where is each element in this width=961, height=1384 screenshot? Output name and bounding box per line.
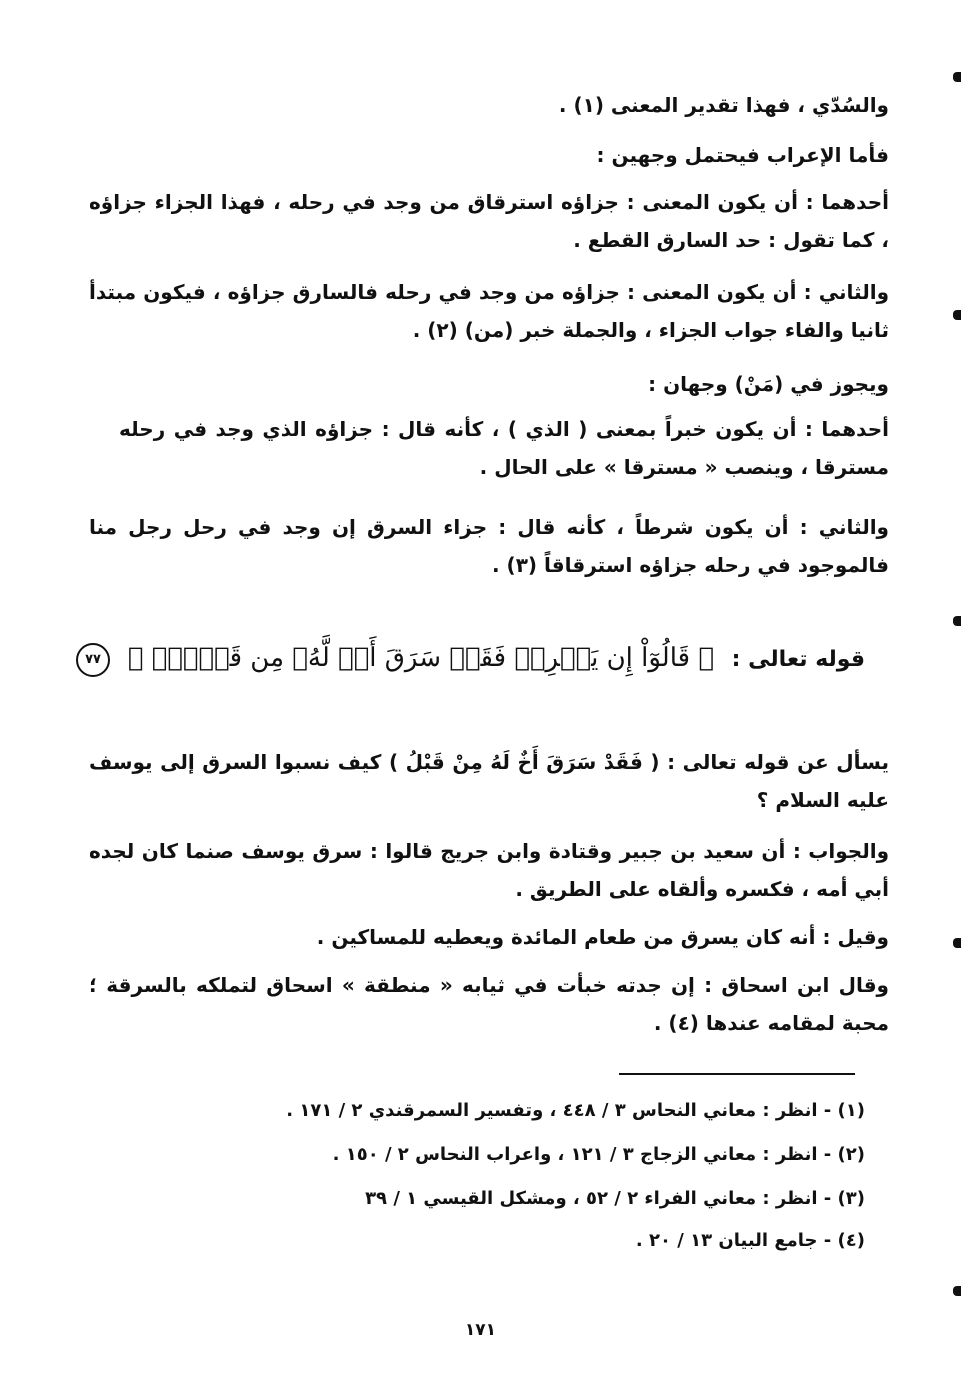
paragraph-5: ويجوز في (مَنْ) وجهان :: [648, 372, 889, 396]
paragraph-4: والثاني : أن يكون المعنى : جزاؤه من وجد في رحله فالسارق جزاؤه ، فيكون مبتدأ ثانيا والفاء جواب الجزاء ، والجملة خبر (من) (٢) .: [89, 280, 889, 342]
margin-mark-icon: [953, 72, 961, 82]
paragraph-7: والثاني : أن يكون شرطاً ، كأنه قال : جزاء السرق إن وجد في رحل رجل منا فالموجود في رحله جزاؤه استرقاقاً (٣) .: [89, 515, 889, 577]
footnote-4: (٤) - جامع البيان ١٣ / ٢٠ .: [635, 1230, 865, 1251]
margin-mark-icon: [953, 1286, 961, 1296]
margin-mark-icon: [953, 616, 961, 626]
footnote-1: (١) - انظر : معاني النحاس ٣ / ٤٤٨ ، وتفسير السمرقندي ٢ / ١٧١ .: [286, 1100, 865, 1121]
verse-line: [75, 636, 865, 682]
ayah-number-mark: ٧٧: [76, 643, 110, 677]
footnote-2: (٢) - انظر : معاني الزجاج ٣ / ١٢١ ، واعراب النحاس ٢ / ١٥٠ .: [332, 1144, 865, 1165]
verse-intro: قوله تعالى :: [731, 647, 865, 672]
page-number: ١٧١: [464, 1320, 497, 1340]
margin-mark-icon: [953, 938, 961, 948]
paragraph-6: أحدهما : أن يكون خبراً بمعنى ( الذي ) ، كأنه قال : جزاؤه الذي وجد في رحله مسترقا ، وينصب « مسترقا » على الحال .: [119, 417, 889, 479]
footnote-separator: [619, 1073, 855, 1075]
paragraph-9: والجواب : أن سعيد بن جبير وقتادة وابن جريج قالوا : سرق يوسف صنما كان لجده أبي أمه ، فكسره وألقاه على الطريق .: [89, 839, 889, 901]
paragraph-1: والسُدّي ، فهذا تقدير المعنى (١) .: [558, 93, 889, 117]
margin-mark-icon: [953, 310, 961, 320]
quran-verse: ﴿ قَالُوٓاْ إِن يَسۡرِقۡ فَقَدۡ سَرَقَ أَخٞ لَّهُۥ مِن قَبۡلُۚ ﴾: [127, 643, 714, 673]
paragraph-8: يسأل عن قوله تعالى : ( فَقَدْ سَرَقَ أَخٌ لَهُ مِنْ قَبْلُ ) كيف نسبوا السرق إلى يوسف عليه السلام ؟: [89, 750, 889, 812]
footnote-3: (٣) - انظر : معاني الفراء ٢ / ٥٢ ، ومشكل القيسي ١ / ٣٩: [365, 1188, 865, 1209]
paragraph-10: وقيل : أنه كان يسرق من طعام المائدة ويعطيه للمساكين .: [316, 925, 889, 949]
paragraph-3: أحدهما : أن يكون المعنى : جزاؤه استرقاق من وجد في رحله ، فهذا الجزاء جزاؤه ، كما تقول : حد السارق القطع .: [89, 190, 889, 252]
paragraph-11: وقال ابن اسحاق : إن جدته خبأت في ثيابه « منطقة » اسحاق لتملكه بالسرقة ؛ محبة لمقامه عندها (٤) .: [89, 973, 889, 1035]
paragraph-2: فأما الإعراب فيحتمل وجهين :: [596, 143, 889, 167]
